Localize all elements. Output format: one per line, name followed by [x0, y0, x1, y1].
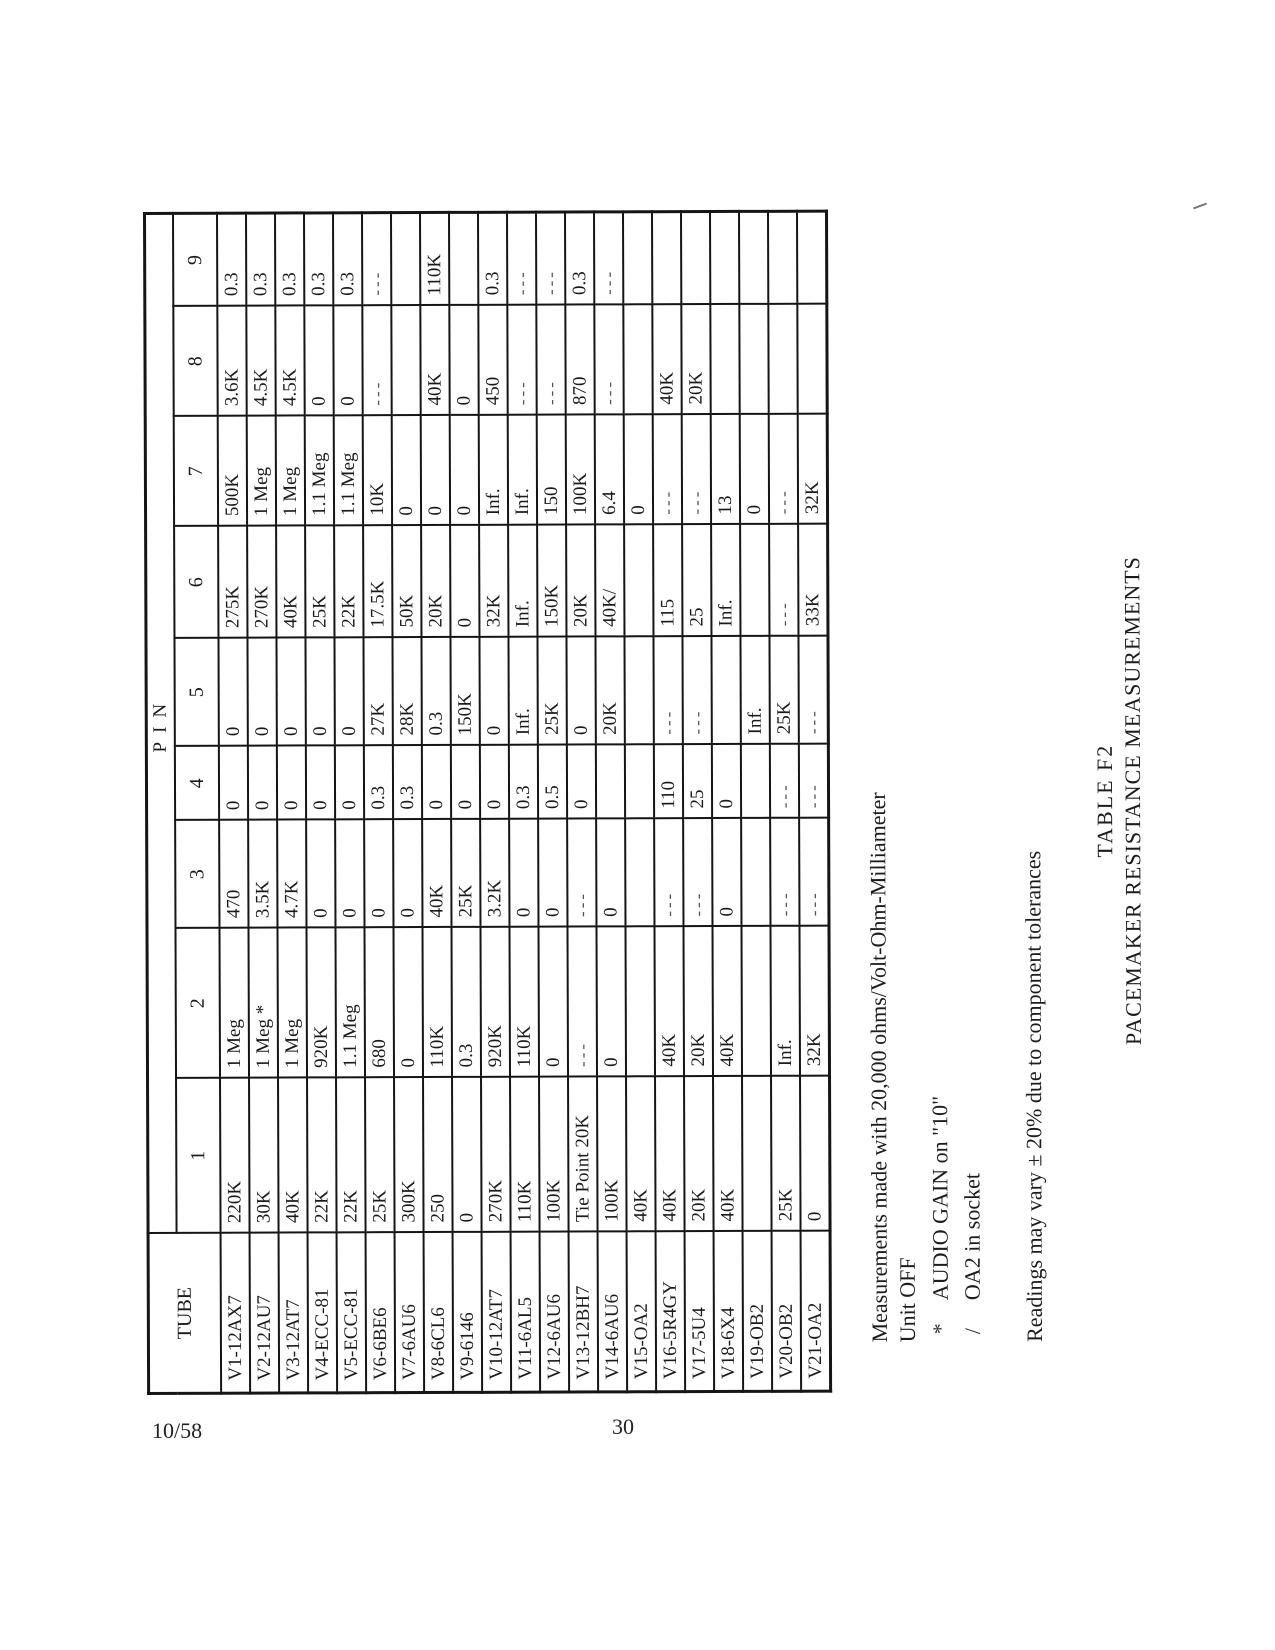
pin-value-cell: 25K	[771, 1076, 801, 1231]
table-row	[507, 212, 540, 1392]
pin-number-header: 9	[173, 213, 217, 306]
pin-value-cell: 4.5K	[275, 306, 304, 416]
pin-value-cell	[742, 1076, 772, 1231]
pin-value-cell: 1 Meg	[219, 928, 249, 1078]
pin-value-cell: 0	[450, 415, 479, 525]
pin-value-cell: 270K	[481, 1077, 511, 1232]
pin-value-cell: ---	[798, 636, 828, 744]
table-title: PACEMAKER RESISTANCE MEASUREMENTS	[1119, 556, 1146, 1046]
pin-value-cell	[625, 819, 654, 927]
measurement-note	[862, 210, 922, 1342]
pin-value-cell: 0.3	[421, 637, 450, 745]
pin-value-cell: 0	[421, 415, 450, 525]
footnote-audio-gain	[924, 210, 954, 1334]
pin-value-cell	[596, 745, 625, 819]
pin-value-cell: ---	[362, 306, 391, 416]
table-row	[739, 211, 772, 1391]
pin-value-cell: 25K	[451, 819, 480, 927]
tube-name-cell: V8-6CL6	[424, 1232, 454, 1392]
pin-value-cell: ---	[507, 305, 536, 415]
pin-value-cell: 110K	[422, 927, 452, 1077]
pin-value-cell: ---	[682, 637, 711, 745]
pin-value-cell: 0	[712, 744, 741, 818]
tube-name-cell: V17-5U4	[685, 1232, 715, 1392]
pin-value-cell: 20K	[566, 525, 595, 637]
pin-value-cell: 0	[393, 928, 423, 1078]
pin-value-cell: 0	[335, 820, 364, 928]
tube-name-cell: V11-6AL5	[511, 1232, 541, 1392]
pin-value-cell: 0	[596, 819, 625, 927]
footnote-oa2-text: OA2 in socket	[959, 1172, 985, 1301]
pin-value-cell: 0	[305, 638, 334, 746]
pin-value-cell: 40K	[654, 927, 684, 1077]
pin-value-cell	[652, 212, 681, 305]
pin-value-cell: ---	[536, 305, 565, 415]
pin-value-cell: 0.3	[217, 213, 246, 306]
pin-value-cell: 0	[567, 745, 596, 819]
pin-value-cell: 0	[712, 818, 741, 926]
pin-value-cell: 25K	[537, 637, 566, 745]
pin-value-cell	[623, 212, 652, 305]
pin-value-cell: 1 Meg	[277, 928, 307, 1078]
pin-value-cell: ---	[799, 744, 829, 818]
pin-value-cell: 300K	[394, 1078, 424, 1233]
table-row	[652, 212, 685, 1392]
tube-column-header: TUBE	[148, 1233, 221, 1393]
pin-value-cell	[739, 211, 768, 304]
asterisk-footnote-mark: *	[927, 1323, 953, 1335]
pin-value-cell: 3.6K	[217, 306, 246, 416]
table-row	[623, 212, 656, 1392]
table-row	[449, 212, 482, 1392]
pin-value-cell	[625, 745, 654, 819]
pin-value-cell: ---	[682, 415, 711, 525]
pin-value-cell: 3.5K	[248, 820, 277, 928]
pin-value-cell: 40K	[278, 1078, 308, 1233]
table-row	[333, 213, 366, 1393]
pin-value-cell: 40K	[713, 1076, 743, 1231]
pin-value-cell: 1.1 Meg	[335, 928, 365, 1078]
pin-value-cell: 40K	[712, 926, 742, 1076]
pin-value-cell: 100K	[539, 1077, 569, 1232]
tube-name-cell: V14-6AU6	[598, 1232, 628, 1392]
pin-header-row	[145, 213, 178, 1393]
pin-value-cell: 0	[306, 746, 335, 820]
pin-value-cell: 28K	[392, 638, 421, 746]
table-row	[797, 211, 831, 1391]
pin-value-cell: 0	[452, 1077, 482, 1232]
pin-value-cell: 4.5K	[246, 306, 275, 416]
pin-value-cell: 25K	[305, 526, 334, 638]
measurement-note-line1: Measurements made with 20,000 ohms/Volt-Ohm-Milliameter	[865, 792, 892, 1343]
pin-value-cell: 0	[596, 927, 626, 1077]
pin-value-cell: 40K	[276, 526, 305, 638]
pin-value-cell: 25	[683, 745, 712, 819]
tube-name-cell: V3-12AT7	[279, 1233, 309, 1393]
pin-value-cell: ---	[799, 818, 829, 926]
pin-value-cell: ---	[769, 414, 798, 524]
pin-value-cell: 0.3	[364, 746, 393, 820]
table-row	[217, 213, 250, 1393]
pin-value-cell: 27K	[363, 638, 392, 746]
pin-value-cell	[741, 818, 770, 926]
pin-value-cell: 20K	[683, 927, 713, 1077]
slash-footnote-mark: /	[959, 1327, 985, 1335]
pin-value-cell: 40K	[420, 305, 449, 415]
pin-value-cell: 40K/	[595, 525, 624, 637]
pin-value-cell: 0	[480, 745, 509, 819]
pin-value-cell: 0.3	[275, 213, 304, 306]
pin-value-cell: 0	[450, 525, 479, 637]
pin-value-cell: 0	[422, 745, 451, 819]
pin-value-cell: 0.3	[565, 212, 594, 305]
pin-value-cell: 0	[449, 305, 478, 415]
pin-value-cell: 450	[478, 305, 507, 415]
pin-value-cell	[711, 636, 740, 744]
tube-name-cell: V7-6AU6	[395, 1233, 425, 1393]
pin-value-cell: 40K	[626, 1077, 656, 1232]
tube-name-cell: V16-5R4GY	[656, 1232, 686, 1392]
pin-number-header: 1	[176, 1078, 221, 1233]
pin-value-cell: ---	[567, 927, 597, 1077]
pin-value-cell: 20K	[684, 1077, 714, 1232]
pin-value-cell: 13	[711, 414, 740, 524]
footnote-oa2	[956, 210, 986, 1334]
table-row	[246, 213, 279, 1393]
pin-value-cell	[391, 212, 420, 305]
table-row	[275, 213, 308, 1393]
measurement-note-line2: Unit OFF	[894, 1257, 920, 1343]
pin-value-cell: 50K	[392, 526, 421, 638]
pin-value-cell: Inf.	[740, 636, 769, 744]
pin-value-cell: 150	[537, 415, 566, 525]
pin-value-cell	[741, 926, 771, 1076]
pin-value-cell: 20K	[421, 525, 450, 637]
pin-value-cell	[741, 744, 770, 818]
tube-name-cell: V18-6X4	[714, 1231, 744, 1391]
pin-value-cell: 0	[800, 1076, 830, 1231]
pin-value-cell: 0	[538, 927, 568, 1077]
pin-value-cell	[710, 211, 739, 304]
pin-value-cell	[768, 304, 797, 414]
pin-value-cell	[449, 212, 478, 305]
pin-number-header: 3	[175, 820, 219, 928]
tube-name-cell: V9-6146	[453, 1232, 483, 1392]
pin-number-header: 6	[174, 526, 218, 638]
pin-value-cell: ---	[654, 819, 683, 927]
tube-name-cell: V2-12AU7	[250, 1233, 280, 1393]
pin-value-cell: 0	[740, 414, 769, 524]
pin-value-cell: ---	[683, 819, 712, 927]
notes-block	[862, 210, 1148, 1393]
pin-value-cell	[623, 305, 652, 415]
pin-value-cell: ---	[653, 415, 682, 525]
pin-value-cell: 20K	[681, 305, 710, 415]
pin-value-cell: 500K	[218, 416, 247, 526]
pin-value-cell: 22K	[336, 1078, 366, 1233]
pin-value-cell: 0	[509, 819, 538, 927]
pin-value-cell: ---	[507, 212, 536, 305]
pin-value-cell: 110K	[510, 1077, 540, 1232]
table-row	[362, 213, 395, 1393]
pin-value-cell: ---	[770, 744, 799, 818]
pin-value-cell: 0	[479, 637, 508, 745]
table-row	[391, 212, 424, 1392]
table-row	[710, 211, 743, 1391]
pin-value-cell: 220K	[220, 1078, 250, 1233]
pin-value-cell: 0	[624, 415, 653, 525]
pin-number-row	[173, 213, 221, 1393]
table-row	[304, 213, 337, 1393]
pin-value-cell: Inf.	[479, 415, 508, 525]
tube-name-cell: V4-ECC-81	[308, 1233, 338, 1393]
pin-value-cell: ---	[536, 212, 565, 305]
pin-value-cell	[391, 306, 420, 416]
pin-value-cell: 870	[565, 305, 594, 415]
pin-value-cell: 40K	[652, 305, 681, 415]
pin-number-header: 2	[175, 928, 220, 1078]
pin-value-cell: 470	[219, 820, 248, 928]
pin-value-cell: Inf.	[508, 415, 537, 525]
tube-name-cell: V10-12AT7	[482, 1232, 512, 1392]
pin-value-cell: 0	[392, 416, 421, 526]
pin-value-cell	[797, 211, 827, 304]
pin-value-cell: 1.1 Meg	[305, 416, 334, 526]
pin-number-header: 7	[174, 416, 218, 526]
pin-value-cell: 0.3	[509, 745, 538, 819]
rotated-table-block	[143, 209, 1207, 1395]
pin-value-cell: Inf.	[508, 525, 537, 637]
resistance-table	[143, 210, 832, 1395]
pin-value-cell	[740, 524, 769, 636]
pin-value-cell: 100K	[566, 415, 595, 525]
table-row	[594, 212, 627, 1392]
table-label: TABLE F2	[1091, 743, 1118, 858]
pin-value-cell: 0	[364, 820, 393, 928]
pin-value-cell: 0	[306, 820, 335, 928]
pin-value-cell: 275K	[218, 526, 247, 638]
table-row	[536, 212, 569, 1392]
pin-value-cell: Inf.	[770, 926, 800, 1076]
pin-value-cell: 22K	[307, 1078, 337, 1233]
pin-value-cell	[739, 304, 768, 414]
pin-value-cell: 270K	[247, 526, 276, 638]
pin-value-cell: 0.3	[246, 213, 275, 306]
pin-value-cell: 250	[423, 1077, 453, 1232]
pin-value-cell: 0	[248, 746, 277, 820]
pin-value-cell: 115	[653, 525, 682, 637]
pin-value-cell: 0	[566, 637, 595, 745]
pin-value-cell: ---	[567, 819, 596, 927]
pin-value-cell: 100K	[597, 1077, 627, 1232]
table-row	[420, 212, 453, 1392]
pin-value-cell	[797, 304, 827, 414]
pin-value-cell: 0.3	[304, 213, 333, 306]
pin-value-cell: 3.2K	[480, 819, 509, 927]
table-row	[478, 212, 511, 1392]
page-footer-date: 10/58	[152, 1418, 203, 1443]
pin-value-cell: 1 Meg	[247, 416, 276, 526]
pin-value-cell	[710, 304, 739, 414]
pin-value-cell: 25	[682, 525, 711, 637]
pin-value-cell: 0.3	[478, 212, 507, 305]
pin-value-cell: 25K	[769, 636, 798, 744]
pin-value-cell: 10K	[363, 416, 392, 526]
tube-name-cell: V20-OB2	[772, 1231, 802, 1391]
pin-value-cell: 17.5K	[363, 526, 392, 638]
pin-value-cell: 1 Meg *	[248, 928, 278, 1078]
pin-value-cell: 0	[218, 638, 247, 746]
tube-name-cell: V19-OB2	[743, 1231, 773, 1391]
footnote-audio-gain-text: AUDIO GAIN on "10"	[927, 1095, 953, 1301]
pin-value-cell	[681, 211, 710, 304]
pin-value-cell: 32K	[479, 525, 508, 637]
pin-value-cell: 25K	[365, 1078, 395, 1233]
pin-value-cell: 0	[538, 819, 567, 927]
pin-value-cell: 0.3	[333, 213, 362, 306]
tube-name-cell: V5-ECC-81	[337, 1233, 367, 1393]
pin-value-cell: ---	[594, 305, 623, 415]
pin-value-cell: ---	[769, 524, 798, 636]
pin-value-cell: 150K	[450, 637, 479, 745]
pin-value-cell: 680	[364, 928, 394, 1078]
pin-value-cell: 0	[335, 746, 364, 820]
pin-value-cell: 0	[277, 746, 306, 820]
pin-value-cell: Inf.	[508, 637, 537, 745]
tube-name-cell: V1-12AX7	[221, 1233, 251, 1393]
pin-value-cell	[624, 525, 653, 637]
pin-value-cell: 1 Meg	[276, 416, 305, 526]
pin-value-cell: 30K	[249, 1078, 279, 1233]
pin-value-cell: 110K	[420, 212, 449, 305]
tube-name-cell: V12-6AU6	[540, 1232, 570, 1392]
tube-name-cell: V13-12BH7	[569, 1232, 599, 1392]
pin-value-cell: 0	[333, 306, 362, 416]
pin-span-header: PIN	[145, 213, 177, 1233]
pin-value-cell: 1.1 Meg	[334, 416, 363, 526]
pin-value-cell: ---	[770, 818, 799, 926]
pin-value-cell: 0.3	[451, 927, 481, 1077]
tube-name-cell: V15-OA2	[627, 1232, 657, 1392]
pin-value-cell: 6.4	[595, 415, 624, 525]
pin-number-header: 8	[173, 306, 217, 416]
pin-number-header: 5	[174, 638, 218, 746]
pin-value-cell: 0	[304, 306, 333, 416]
pin-value-cell: 32K	[798, 414, 828, 524]
pin-value-cell: Tie Point 20K	[568, 1077, 598, 1232]
pin-value-cell: ---	[594, 212, 623, 305]
pin-value-cell: 0	[334, 638, 363, 746]
table-row	[768, 211, 801, 1391]
pin-value-cell: 0	[451, 745, 480, 819]
tube-name-cell: V6-6BE6	[366, 1233, 396, 1393]
pin-value-cell: 32K	[799, 926, 829, 1076]
pin-value-cell: 0.3	[393, 746, 422, 820]
pin-value-cell: Inf.	[711, 524, 740, 636]
pin-value-cell: 0	[219, 746, 248, 820]
pin-value-cell: 20K	[595, 637, 624, 745]
pin-value-cell: 33K	[798, 524, 828, 636]
pin-value-cell: 0	[393, 820, 422, 928]
tube-name-cell: V21-OA2	[801, 1231, 831, 1391]
pin-value-cell: 150K	[537, 525, 566, 637]
pin-value-cell: 0	[276, 638, 305, 746]
pin-value-cell: 110K	[509, 927, 539, 1077]
pin-value-cell: 40K	[655, 1077, 685, 1232]
tolerance-note: Readings may vary ± 20% due to component tolerances	[1020, 850, 1047, 1342]
pin-value-cell	[768, 211, 797, 304]
pin-value-cell: 40K	[422, 819, 451, 927]
pin-value-cell: ---	[362, 213, 391, 306]
pin-number-header: 4	[175, 746, 219, 820]
page-number: 30	[612, 1414, 634, 1439]
pin-value-cell: ---	[653, 637, 682, 745]
pin-value-cell: 22K	[334, 526, 363, 638]
pin-value-cell: 920K	[480, 927, 510, 1077]
pin-value-cell: 110	[654, 745, 683, 819]
table-row	[681, 211, 714, 1391]
pin-value-cell	[625, 927, 655, 1077]
pin-value-cell: 0	[247, 638, 276, 746]
pin-value-cell: 4.7K	[277, 820, 306, 928]
pin-value-cell: 920K	[306, 928, 336, 1078]
table-row	[565, 212, 598, 1392]
pin-value-cell	[624, 637, 653, 745]
pin-value-cell: 0.5	[538, 745, 567, 819]
